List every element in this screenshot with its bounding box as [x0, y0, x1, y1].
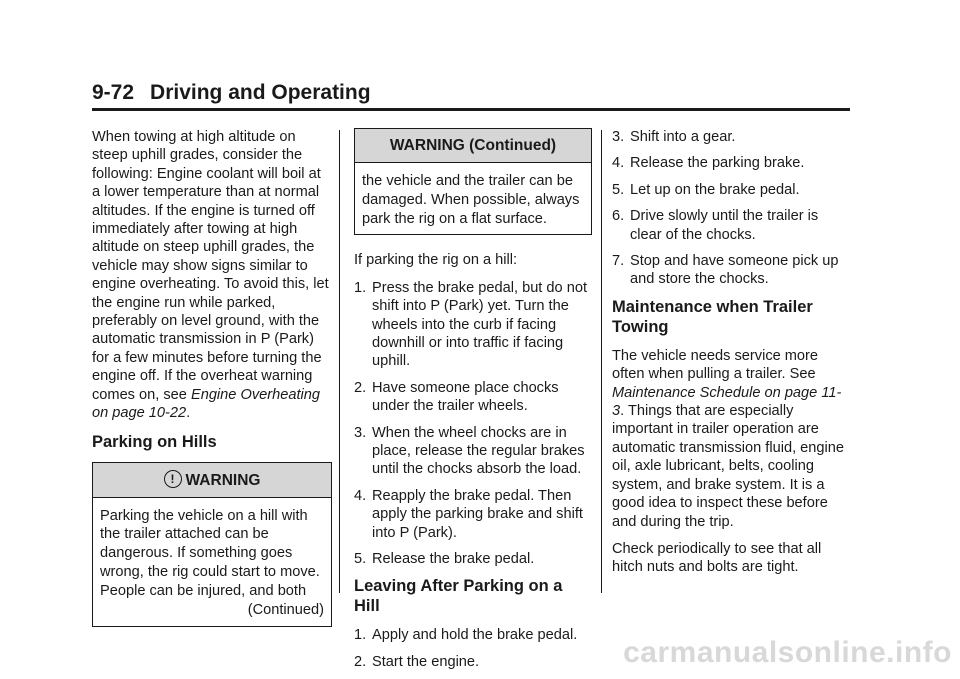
list-item: 1. Apply and hold the brake pedal.	[354, 627, 578, 644]
warning-box	[92, 462, 332, 628]
warning-header	[93, 463, 331, 498]
warning-title: WARNING	[185, 471, 261, 489]
list-item: 4. Release the parking brake.	[612, 155, 805, 172]
list-item: 5. Release the brake pedal.	[354, 551, 535, 568]
leaving-after-parking-heading: Leaving After Parking on a Hill	[354, 577, 563, 616]
column-2	[354, 128, 592, 679]
continued-label: (Continued)	[247, 602, 324, 619]
list-item: 3. Shift into a gear.	[612, 129, 736, 145]
section-title: Driving and Operating	[150, 81, 371, 104]
warning-continued-header: WARNING (Continued)	[355, 129, 591, 163]
list-item: 6. Drive slowly until the trailer is clear of the chocks.	[612, 208, 819, 243]
watermark: carmanualsonline.info	[623, 636, 952, 669]
warning-body: Parking the vehicle on a hill with the trailer attached can be dangerous. If something goes wrong, the rig could start to move. People can be injured, and both (Continued)	[100, 507, 324, 619]
maintenance-paragraph: The vehicle needs service more often when pulling a trailer. See Maintenance Schedule on page 11-3. Things that are especially important in trailer operation are automatic transmission fluid, engine oil, axle lubricant, belts, cooling system, and brake system. It is a good idea to inspect these before and during the trip.	[612, 347, 844, 530]
list-item: 1. Press the brake pedal, but do not shift into P (Park) yet. Turn the wheels into the curb if facing downhill or into traffic if facing uphill.	[354, 279, 587, 370]
leaving-steps-continued	[612, 128, 852, 289]
engine-overheating-link[interactable]: Engine Overheating on page 10-22	[92, 386, 320, 422]
list-item: 2. Have someone place chocks under the trailer wheels.	[354, 379, 559, 415]
page-header	[92, 80, 850, 111]
list-item: 3. When the wheel chocks are in place, release the regular brakes until the chocks absorb the load.	[354, 424, 585, 478]
maintenance-heading: Maintenance when Trailer Towing	[612, 297, 813, 336]
warning-continued-body: the vehicle and the trailer can be damaged. When possible, always park the rig on a flat surface.	[362, 173, 580, 227]
list-item: 5. Let up on the brake pedal.	[612, 181, 800, 198]
hill-parking-lead: If parking the rig on a hill:	[354, 252, 518, 269]
hill-parking-steps	[354, 279, 592, 569]
warning-icon: !	[164, 470, 182, 488]
leaving-steps	[354, 626, 592, 671]
column-divider	[601, 130, 602, 593]
maintenance-schedule-link[interactable]: Maintenance Schedule on page 11-3	[612, 384, 842, 420]
list-item: 2. Start the engine.	[354, 653, 480, 670]
hitch-check-paragraph: Check periodically to see that all hitch nuts and bolts are tight.	[612, 540, 822, 576]
column-1	[92, 128, 332, 639]
list-item: 7. Stop and have someone pick up and store the chocks.	[612, 253, 839, 288]
column-3	[612, 128, 852, 586]
warning-continued-box	[354, 128, 592, 235]
intro-paragraph: When towing at high altitude on steep uphill grades, consider the following: Engine coolant will boil at a lower temperature than at normal altitudes. If the engine is turned off immediately after towing at high altitude on steep uphill grades, the vehicle may show signs similar to engine overheating. To avoid this, let the engine run while parked, preferably on level ground, with the automatic transmission in P (Park) for a few minutes before turning the engine off. If the overheat warning comes on, see Engine Overheating on page 10-22.	[92, 129, 329, 422]
column-divider	[339, 130, 340, 593]
page-number: 9-72	[92, 81, 135, 104]
list-item: 4. Reapply the brake pedal. Then apply the parking brake and shift into P (Park).	[354, 487, 583, 541]
parking-on-hills-heading: Parking on Hills	[92, 432, 217, 451]
